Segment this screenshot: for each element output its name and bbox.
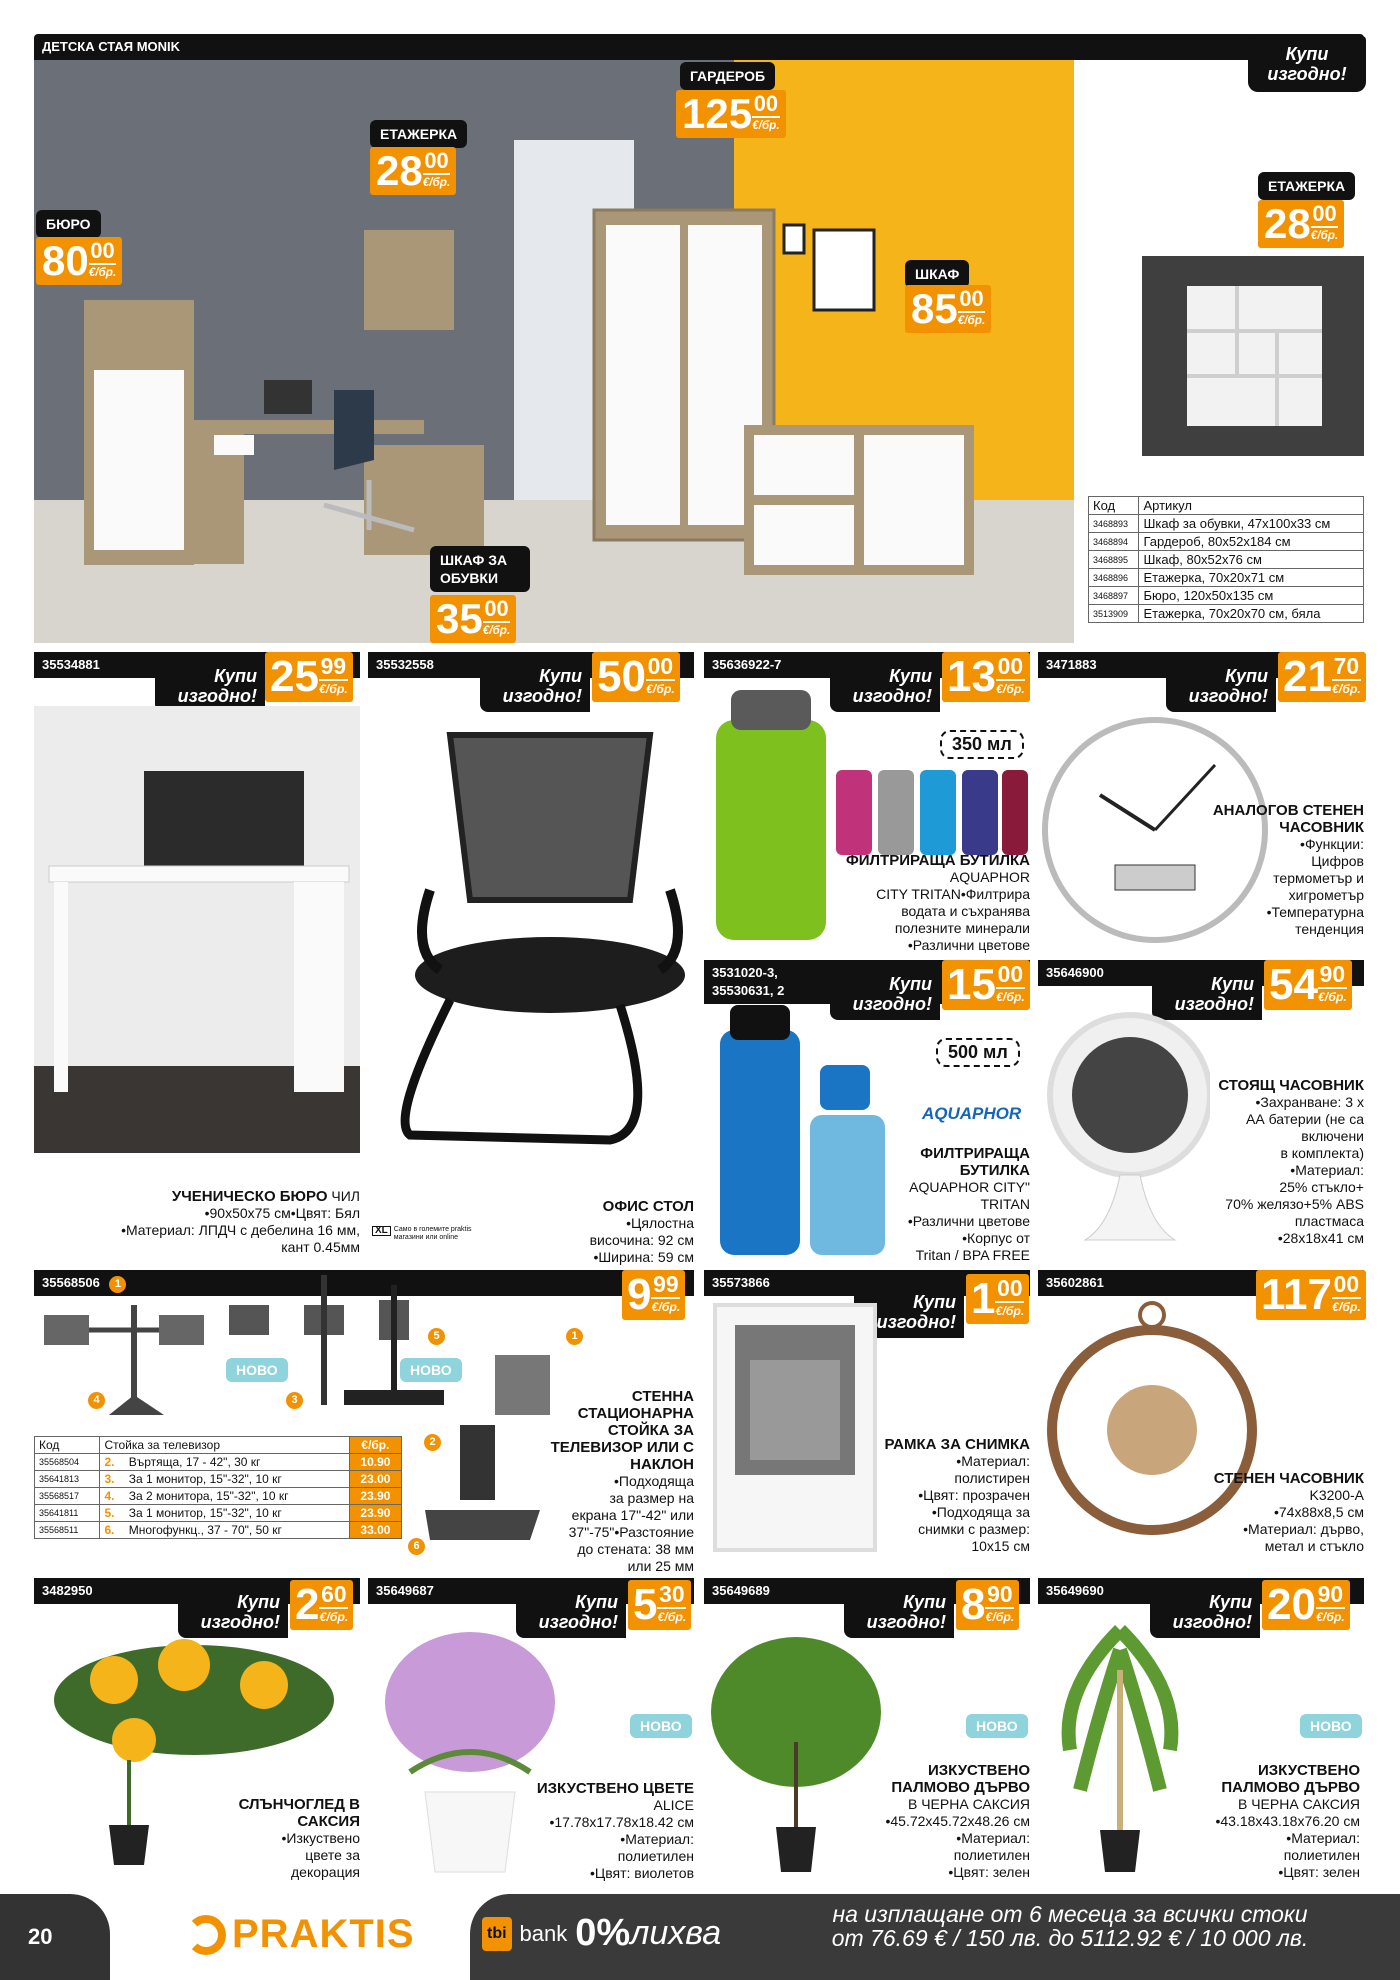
price-fraction: 00 xyxy=(484,596,509,621)
tbi-logo xyxy=(482,1912,721,1955)
price-unit: €/бр. xyxy=(651,1299,681,1314)
xl-note: Само в големите praktis магазини или online xyxy=(393,1226,472,1241)
table-header-row xyxy=(1089,497,1364,515)
desc-line: •74x88x8,5 см xyxy=(1273,1504,1364,1520)
tbi-icon: tbi xyxy=(482,1917,512,1951)
price-whole: 9 xyxy=(627,1270,652,1319)
cell-desc: Многофункц., 37 - 70", 50 кг xyxy=(125,1522,350,1539)
cell-desc: За 1 монитор, 15"-32", 10 кг xyxy=(125,1505,350,1522)
product-code: 35568506 xyxy=(42,1275,100,1290)
price-whole: 21 xyxy=(1283,652,1332,701)
terms-line: на изплащане от 6 месеца за всички стоки xyxy=(832,1901,1308,1927)
product-price xyxy=(1256,1270,1366,1320)
product-price xyxy=(628,1580,691,1630)
desc-line: •Цвят: зелен xyxy=(1278,1864,1360,1880)
product-desc xyxy=(536,1388,694,1575)
price-whole: 15 xyxy=(947,960,996,1009)
desc-line: AQUAPHOR CITY" xyxy=(909,1179,1030,1195)
price-fraction: 00 xyxy=(1333,1271,1360,1297)
desc-line: •Различни цветове xyxy=(907,1213,1030,1229)
product-title: ИЗКУСТВЕНО ПАЛМОВО ДЪРВО xyxy=(1221,1762,1360,1796)
desc-line: CITY TRITAN•Филтрира xyxy=(876,886,1030,902)
desc-line: •Материал: xyxy=(956,1453,1030,1469)
cell-article: Шкаф за обувки, 47x100x33 см xyxy=(1139,515,1364,533)
cell-num: 6. xyxy=(100,1522,125,1539)
price-whole: 50 xyxy=(597,652,646,701)
table-row xyxy=(1089,551,1364,569)
stand-marker: 1 xyxy=(566,1328,583,1345)
price-shkaf xyxy=(905,285,991,333)
desc-line: •Материал: ЛПДЧ с дебелина 16 мм, xyxy=(121,1222,360,1238)
col-stand: Стойка за телевизор xyxy=(100,1437,349,1454)
desc-line: хигрометър xyxy=(1288,887,1364,903)
price-fraction: 00 xyxy=(90,238,115,263)
desc-line: полиетилен xyxy=(617,1848,694,1864)
table-row xyxy=(1089,569,1364,587)
cell-article: Етажерка, 70x20x71 см xyxy=(1139,569,1364,587)
number-badge: 1 xyxy=(109,1276,126,1293)
product-price xyxy=(1262,1580,1350,1630)
desc-line: полистирен xyxy=(954,1470,1030,1486)
product-title: СТЕНЕН ЧАСОВНИК xyxy=(1213,1470,1364,1487)
desc-line: •Материал: дърво, xyxy=(1243,1521,1364,1537)
desc-line: метал и стъкло xyxy=(1264,1538,1364,1554)
price-unit: €/бр. xyxy=(995,681,1025,696)
product-price xyxy=(942,960,1030,1010)
xl-badge xyxy=(372,1226,472,1242)
desc-line: •Материал: xyxy=(1290,1162,1364,1178)
cell-code: 3468893 xyxy=(1089,515,1139,533)
xl-icon: XL xyxy=(372,1226,391,1236)
desc-line: •43.18x43.18x76.20 см xyxy=(1215,1813,1360,1829)
stand-marker: 6 xyxy=(408,1538,425,1555)
price-whole: 2 xyxy=(295,1580,320,1629)
cell-code: 35568511 xyxy=(35,1522,100,1539)
price-whole: 125 xyxy=(682,90,753,137)
stand-marker: 4 xyxy=(88,1392,105,1409)
price-whole: 20 xyxy=(1267,1580,1316,1629)
praktis-icon xyxy=(186,1915,226,1955)
kupi-badge: Купи изгодно! xyxy=(516,1586,626,1638)
col-article: Артикул xyxy=(1139,497,1364,515)
product-title: ФИЛТРИРАЩА БУТИЛКА xyxy=(920,1145,1030,1179)
cell-code: 35568504 xyxy=(35,1454,100,1471)
desc-line: Tritan / BPA FREE xyxy=(915,1247,1030,1263)
volume-badge: 350 мл xyxy=(940,730,1024,759)
cell-price: 23.90 xyxy=(349,1505,401,1522)
desc-line: В ЧЕРНА САКСИЯ xyxy=(1238,1796,1360,1812)
kupi-badge: Купи изгодно! xyxy=(830,968,940,1020)
product-price xyxy=(956,1580,1019,1630)
product-desc xyxy=(1200,1470,1364,1555)
price-fraction: 60 xyxy=(321,1581,347,1607)
desc-line: Цифров xyxy=(1311,853,1364,869)
price-fraction: 30 xyxy=(659,1581,685,1607)
table-row xyxy=(1089,587,1364,605)
desc-line: •Температурна xyxy=(1266,904,1364,920)
cell-code: 35568517 xyxy=(35,1488,100,1505)
cell-num: 3. xyxy=(100,1471,125,1488)
cell-price: 23.90 xyxy=(349,1488,401,1505)
col-code: Код xyxy=(35,1437,100,1454)
stand-marker: 2 xyxy=(424,1434,441,1451)
col-code: Код xyxy=(1089,497,1139,515)
product-code: 3531020-3, 35530631, 2 xyxy=(712,965,785,998)
price-fraction: 00 xyxy=(753,91,778,116)
product-code: 3471883 xyxy=(1046,657,1097,672)
desc-line: •Захранване: 3 х xyxy=(1255,1094,1364,1110)
price-unit: €/бр. xyxy=(1331,1299,1361,1314)
table-row xyxy=(35,1522,402,1539)
desc-line: полиетилен xyxy=(1283,1847,1360,1863)
product-price xyxy=(966,1274,1029,1324)
novo-badge: НОВО xyxy=(226,1358,288,1382)
price-unit: €/бр. xyxy=(657,1609,687,1624)
label-shkaf-obuvki: ШКАФ ЗА ОБУВКИ xyxy=(430,546,530,592)
cell-desc: За 1 монитор, 15"-32", 10 кг xyxy=(125,1471,350,1488)
product-price xyxy=(265,652,353,702)
price-whole: 5 xyxy=(633,1580,658,1629)
table-row xyxy=(35,1488,402,1505)
desc-line: тенденция xyxy=(1295,921,1364,937)
label-biuro: БЮРО xyxy=(36,210,101,238)
kupi-badge: Купи изгодно! xyxy=(830,660,940,712)
cell-num: 5. xyxy=(100,1505,125,1522)
price-whole: 85 xyxy=(911,285,958,332)
product-title: ФИЛТРИРАЩА БУТИЛКА xyxy=(845,852,1030,869)
desc-line: •45.72x45.72x48.26 см xyxy=(885,1813,1030,1829)
product-desc xyxy=(1190,1077,1364,1247)
product-subtitle: ALICE xyxy=(653,1797,694,1813)
product-code: 35649687 xyxy=(376,1583,434,1598)
product-title: СЛЪНЧОГЛЕД В САКСИЯ xyxy=(238,1796,360,1830)
kupi-badge: Купи изгодно! xyxy=(480,660,590,712)
table-row xyxy=(35,1454,402,1471)
cell-code: 35641811 xyxy=(35,1505,100,1522)
price-whole: 1 xyxy=(971,1274,996,1323)
product-title: ОФИС СТОЛ xyxy=(602,1198,694,1215)
price-fraction: 00 xyxy=(959,286,984,311)
desc-line: TRITAN xyxy=(980,1196,1030,1212)
price-unit: €/бр. xyxy=(995,1303,1025,1318)
page-number-tab xyxy=(0,1894,110,1980)
cell-price: 10.90 xyxy=(349,1454,401,1471)
desc-line: снимки с размер: xyxy=(918,1521,1030,1537)
desc-line: •Изкуствено xyxy=(281,1830,360,1846)
cell-desc: Въртяща, 17 - 42", 30 кг xyxy=(125,1454,350,1471)
volume-badge: 500 мл xyxy=(936,1038,1020,1067)
price-fraction: 99 xyxy=(320,653,347,679)
product-desc xyxy=(34,1188,360,1256)
col-price: €/бр. xyxy=(349,1437,401,1454)
product-desc xyxy=(820,852,1030,954)
product-code: 35602861 xyxy=(1046,1275,1104,1290)
footer xyxy=(0,1894,1400,1980)
product-desc xyxy=(530,1780,694,1882)
interest-word: лихва xyxy=(630,1914,722,1952)
desc-line: •Ширина: 59 см xyxy=(593,1249,694,1265)
price-etajerka-2 xyxy=(1258,200,1344,248)
novo-badge: НОВО xyxy=(1300,1714,1362,1738)
desc-line: пластмаса xyxy=(1294,1213,1364,1229)
product-price xyxy=(622,1270,685,1320)
desc-line: •17.78x17.78x18.42 см xyxy=(549,1814,694,1830)
kupi-badge: Купи изгодно! xyxy=(1152,968,1262,1020)
cell-num: 4. xyxy=(100,1488,125,1505)
novo-badge: НОВО xyxy=(630,1714,692,1738)
price-unit: €/бр. xyxy=(482,623,511,637)
product-subtitle: AQUAPHOR xyxy=(949,869,1030,885)
desc-line: 37"-75"•Разстояние xyxy=(568,1524,694,1540)
novo-badge: НОВО xyxy=(400,1358,462,1382)
desc-line: •Материал: xyxy=(956,1830,1030,1846)
product-code: 35649690 xyxy=(1046,1583,1104,1598)
room-photo xyxy=(34,60,1074,643)
desc-line: •90x50x75 см•Цвят: Бял xyxy=(204,1205,360,1221)
price-unit: €/бр. xyxy=(985,1609,1015,1624)
product-title: АНАЛОГОВ СТЕНЕН ЧАСОВНИК xyxy=(1212,802,1364,836)
product-code: 35534881 xyxy=(42,657,100,672)
desc-line: •Цвят: виолетов xyxy=(589,1865,694,1881)
price-fraction: 70 xyxy=(1333,653,1360,679)
price-fraction: 90 xyxy=(987,1581,1013,1607)
desc-line: цвете за xyxy=(305,1847,360,1863)
price-whole: 80 xyxy=(42,237,89,284)
cell-article: Шкаф, 80x52x76 см xyxy=(1139,551,1364,569)
product-title: ИЗКУСТВЕНО ПАЛМОВО ДЪРВО xyxy=(891,1762,1030,1796)
product-desc xyxy=(470,1198,694,1266)
cell-code: 3513909 xyxy=(1089,605,1139,623)
product-image-standing-clock xyxy=(1040,1005,1210,1260)
price-etajerka-1 xyxy=(370,147,456,195)
price-unit: €/бр. xyxy=(1331,681,1361,696)
desc-line: •Цялостна xyxy=(626,1215,694,1231)
desc-line: термометър и xyxy=(1273,870,1364,886)
cell-price: 23.00 xyxy=(349,1471,401,1488)
desc-line: K3200-A xyxy=(1309,1487,1364,1503)
cell-code: 3468895 xyxy=(1089,551,1139,569)
price-whole: 28 xyxy=(1264,200,1311,247)
price-fraction: 00 xyxy=(424,148,449,173)
desc-line: екрана 17"-42" или xyxy=(571,1507,694,1523)
product-title: СТЕННА СТАЦИОНАРНА СТОЙКА ЗА ТЕЛЕВИЗОР ИЛИ С НАКЛОН xyxy=(550,1388,694,1473)
product-image-palm-tall xyxy=(1040,1610,1200,1878)
cell-code: 3468897 xyxy=(1089,587,1139,605)
product-title: РАМКА ЗА СНИМКА xyxy=(884,1436,1030,1453)
price-shkaf-obuvki xyxy=(430,595,516,643)
desc-line: АА батерии (не са xyxy=(1246,1111,1364,1127)
desc-line: •Функции: xyxy=(1300,836,1364,852)
price-unit: €/бр. xyxy=(88,265,117,279)
product-desc xyxy=(850,1762,1030,1881)
price-fraction: 00 xyxy=(997,653,1024,679)
desc-line: полиетилен xyxy=(953,1847,1030,1863)
product-price xyxy=(592,652,680,702)
shelf-photo xyxy=(1142,256,1364,456)
product-image-chair xyxy=(370,720,694,1180)
cell-article: Етажерка, 70x20x70 см, бяла xyxy=(1139,605,1364,623)
product-code: 35573866 xyxy=(712,1275,770,1290)
kupi-badge: Купи изгодно! xyxy=(1166,660,1276,712)
price-whole: 35 xyxy=(436,595,483,642)
label-etajerka-2: ЕТАЖЕРКА xyxy=(1258,172,1355,200)
price-whole: 13 xyxy=(947,652,996,701)
praktis-brand: PRAKTIS xyxy=(232,1912,415,1956)
desc-line: •Корпус от xyxy=(962,1230,1030,1246)
product-code: 35649689 xyxy=(712,1583,770,1598)
product-price xyxy=(290,1580,353,1630)
price-fraction: 00 xyxy=(997,961,1024,987)
desc-line: В ЧЕРНА САКСИЯ xyxy=(908,1796,1030,1812)
product-image-bottle-blue xyxy=(710,1005,890,1260)
label-etajerka-1: ЕТАЖЕРКА xyxy=(370,120,467,148)
price-whole: 25 xyxy=(270,652,319,701)
product-desc xyxy=(1180,1762,1360,1881)
price-unit: €/бр. xyxy=(752,118,780,132)
price-unit: €/бр. xyxy=(957,313,986,327)
table-row xyxy=(35,1471,402,1488)
aquaphor-logo: AQUAPHOR xyxy=(922,1104,1022,1123)
product-desc xyxy=(870,1145,1030,1264)
stand-marker: 5 xyxy=(428,1328,445,1345)
price-garderob xyxy=(676,90,786,138)
desc-line: 10x15 см xyxy=(971,1538,1030,1554)
desc-line: или 25 мм xyxy=(627,1558,694,1574)
label-garderob: ГАРДЕРОБ xyxy=(680,62,775,90)
table-row xyxy=(1089,533,1364,551)
price-unit: €/бр. xyxy=(645,681,675,696)
product-code: 3482950 xyxy=(42,1583,93,1598)
price-fraction: 00 xyxy=(997,1275,1023,1301)
stand-marker: 3 xyxy=(286,1392,303,1409)
price-whole: 54 xyxy=(1269,960,1318,1009)
desc-line: •Материал: xyxy=(620,1831,694,1847)
price-unit: €/бр. xyxy=(318,681,348,696)
price-biuro xyxy=(36,237,122,285)
desc-line: за размер на xyxy=(609,1490,694,1506)
product-price xyxy=(1278,652,1366,702)
product-price xyxy=(1264,960,1352,1010)
cell-code: 35641813 xyxy=(35,1471,100,1488)
kupi-badge: Купи изгодно! xyxy=(844,1586,954,1638)
price-whole: 117 xyxy=(1261,1270,1332,1319)
zero-percent: 0% xyxy=(575,1912,631,1954)
desc-line: декорация xyxy=(290,1864,360,1880)
section-header-bar xyxy=(34,34,1364,60)
desc-line: •Подходяща за xyxy=(931,1504,1030,1520)
cell-article: Гардероб, 80x52x184 см xyxy=(1139,533,1364,551)
product-code: 35532558 xyxy=(376,657,434,672)
desc-line: 70% желязо+5% ABS xyxy=(1225,1196,1364,1212)
price-unit: €/бр. xyxy=(995,989,1025,1004)
desc-line: •Цвят: зелен xyxy=(948,1864,1030,1880)
terms-line: от 76.69 € / 150 лв. до 5112.92 € / 10 000 лв. xyxy=(831,1925,1309,1951)
product-title: УЧЕНИЧЕСКО БЮРО xyxy=(171,1188,328,1205)
desc-line: водата и съхранява xyxy=(901,903,1030,919)
monik-table xyxy=(1088,496,1364,623)
cell-code: 3468896 xyxy=(1089,569,1139,587)
kupi-badge: Купи изгодно! xyxy=(854,1286,964,1338)
desc-line: кант 0.45мм xyxy=(281,1239,360,1255)
kupi-badge: Купи изгодно! xyxy=(178,1586,288,1638)
page-number: 20 xyxy=(28,1924,53,1949)
price-unit: €/бр. xyxy=(319,1609,349,1624)
section-title: ДЕТСКА СТАЯ MONIK xyxy=(42,39,181,54)
price-unit: €/бр. xyxy=(1310,228,1339,242)
price-fraction: 00 xyxy=(647,653,674,679)
table-row xyxy=(1089,605,1364,623)
price-whole: 28 xyxy=(376,147,423,194)
product-image-desk xyxy=(34,706,360,1153)
price-fraction: 00 xyxy=(1312,201,1337,226)
desc-line: включени xyxy=(1301,1128,1364,1144)
product-desc xyxy=(860,1436,1030,1555)
desc-line: до стената: 38 мм xyxy=(577,1541,694,1557)
desc-line: •Различни цветове xyxy=(907,937,1030,953)
desc-line: в комплекта) xyxy=(1280,1145,1364,1161)
product-desc xyxy=(190,1796,360,1881)
table-row xyxy=(1089,515,1364,533)
desc-line: височина: 92 см xyxy=(589,1232,694,1248)
product-subtitle: ЧИЛ xyxy=(331,1188,360,1204)
hero-kupi-badge: Купи изгодно! xyxy=(1248,36,1366,92)
price-whole: 8 xyxy=(961,1580,986,1629)
price-fraction: 90 xyxy=(1319,961,1346,987)
cell-code: 3468894 xyxy=(1089,533,1139,551)
price-fraction: 90 xyxy=(1317,1581,1344,1607)
tbi-bank-text: bank xyxy=(519,1920,568,1946)
desc-line: •Подходяща xyxy=(614,1473,694,1489)
table-header-row xyxy=(35,1437,402,1454)
product-title: СТОЯЩ ЧАСОВНИК xyxy=(1218,1077,1364,1094)
cell-article: Бюро, 120x50x135 см xyxy=(1139,587,1364,605)
stand-table xyxy=(34,1436,402,1539)
desc-line: •28x18x41 см xyxy=(1277,1230,1364,1246)
label-shkaf: ШКАФ xyxy=(905,260,969,288)
cell-num: 2. xyxy=(100,1454,125,1471)
desc-line: •Цвят: прозрачен xyxy=(918,1487,1030,1503)
product-code: 35646900 xyxy=(1046,965,1104,980)
product-desc xyxy=(1200,802,1364,938)
price-fraction: 99 xyxy=(653,1271,679,1297)
product-code: 35636922-7 xyxy=(712,657,782,672)
desc-line: •Материал: xyxy=(1286,1830,1360,1846)
price-unit: €/бр. xyxy=(1315,1609,1345,1624)
cell-desc: За 2 монитора, 15"-32", 10 кг xyxy=(125,1488,350,1505)
novo-badge: НОВО xyxy=(966,1714,1028,1738)
price-unit: €/бр. xyxy=(422,175,451,189)
cell-price: 33.00 xyxy=(349,1522,401,1539)
table-row xyxy=(35,1505,402,1522)
desc-line: 25% стъкло+ xyxy=(1279,1179,1364,1195)
desc-line: полезните минерали xyxy=(894,920,1030,936)
product-title: ИЗКУСТВЕНО ЦВЕТЕ xyxy=(536,1780,694,1797)
price-unit: €/бр. xyxy=(1317,989,1347,1004)
kupi-badge: Купи изгодно! xyxy=(1150,1586,1260,1638)
praktis-logo xyxy=(186,1912,415,1957)
tbi-terms xyxy=(760,1902,1380,1950)
kupi-badge: Купи изгодно! xyxy=(155,660,265,712)
